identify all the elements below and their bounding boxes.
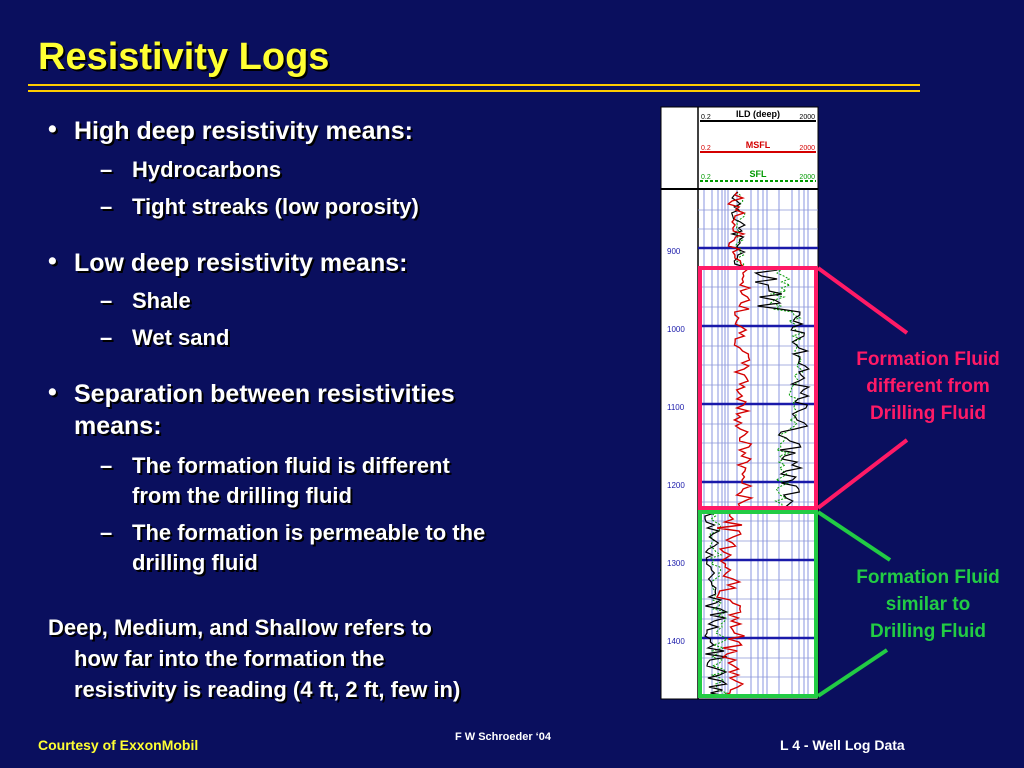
- callout-line: Formation Fluid: [856, 567, 1000, 588]
- different-callout-pointer-top: [818, 268, 907, 333]
- sfl-track-label: SFL: [749, 169, 767, 179]
- sub-bullet-text-line1: The formation fluid is different: [132, 453, 450, 478]
- bullet-text: High deep resistivity means:: [74, 117, 414, 145]
- sub-bullet-tight-streaks: [100, 192, 419, 222]
- bullet-dot: •: [48, 115, 57, 143]
- bullet-text-line2: means:: [74, 412, 162, 440]
- callout-line: Formation Fluid: [856, 349, 1000, 370]
- different-callout-pointer-bottom: [818, 440, 907, 508]
- msfl-scale-max: 2000: [799, 145, 815, 152]
- sub-bullet-dash: –: [100, 453, 113, 478]
- sub-bullet-text-line2: drilling fluid: [132, 550, 258, 575]
- callout-line: different from: [866, 376, 990, 397]
- msfl-track-label: MSFL: [745, 140, 771, 150]
- similar-callout-pointer-bottom: [818, 650, 887, 696]
- sub-bullet-text-line1: The formation is permeable to the: [132, 520, 486, 545]
- note-line-1: Deep, Medium, and Shallow refers to: [48, 615, 432, 640]
- note-line-2: how far into the formation the: [74, 646, 385, 671]
- depth-label: 1200: [667, 481, 685, 490]
- ild-track-label: ILD (deep): [736, 109, 780, 119]
- bullet-low-deep-resistivity: [48, 247, 407, 279]
- callout-fluid-different: [838, 346, 1018, 427]
- slide-title: Resistivity Logs: [38, 36, 330, 78]
- sub-bullet-text-line2: from the drilling fluid: [132, 483, 352, 508]
- depth-label: 1100: [667, 403, 685, 412]
- depth-label: 900: [667, 247, 681, 256]
- sfl-scale-max: 2000: [799, 174, 815, 181]
- note-line-3: resistivity is reading (4 ft, 2 ft, few in): [74, 677, 461, 702]
- sfl-scale-min: 0.2: [701, 174, 711, 181]
- sub-bullet-dash: –: [100, 194, 113, 219]
- sub-bullet-hydrocarbons: [100, 155, 281, 185]
- bullet-dot: •: [48, 378, 57, 406]
- sub-bullet-dash: –: [100, 288, 113, 313]
- sub-bullet-dash: –: [100, 157, 113, 182]
- sub-bullet-shale: [100, 286, 191, 316]
- callout-line: similar to: [885, 594, 971, 615]
- depth-label: 1400: [667, 637, 685, 646]
- footer-author: F W Schroeder ‘04: [455, 731, 551, 743]
- bullet-text: Low deep resistivity means:: [74, 249, 408, 277]
- ild-scale-min: 0.2: [701, 114, 711, 121]
- sub-bullet-text: Wet sand: [132, 325, 230, 350]
- similar-callout-pointer-top: [818, 512, 890, 560]
- callout-line: Drilling Fluid: [869, 403, 987, 424]
- sub-bullet-text: Hydrocarbons: [132, 157, 282, 182]
- depth-of-investigation-note: [48, 612, 588, 705]
- bullet-separation: [48, 378, 455, 442]
- sub-bullet-permeable: [100, 518, 485, 578]
- sub-bullet-text: Tight streaks (low porosity): [132, 194, 419, 219]
- sub-bullet-dash: –: [100, 520, 113, 545]
- sub-bullet-text: Shale: [132, 288, 191, 313]
- depth-label: 1000: [667, 325, 685, 334]
- msfl-scale-min: 0.2: [701, 145, 711, 152]
- ild-scale-max: 2000: [799, 114, 815, 121]
- sub-bullet-dash: –: [100, 325, 113, 350]
- footer-lecture: L 4 - Well Log Data: [780, 737, 905, 753]
- title-underline: [28, 84, 920, 92]
- sub-bullet-wet-sand: [100, 323, 229, 353]
- bullet-text-line1: Separation between resistivities: [74, 380, 455, 408]
- callout-fluid-similar: [838, 564, 1018, 645]
- sub-bullet-fluid-different: [100, 451, 450, 511]
- footer-credit: Courtesy of ExxonMobil: [38, 737, 199, 753]
- bullet-dot: •: [48, 247, 57, 275]
- callout-line: Drilling Fluid: [869, 621, 987, 642]
- depth-label: 1300: [667, 559, 685, 568]
- bullet-high-deep-resistivity: [48, 115, 413, 147]
